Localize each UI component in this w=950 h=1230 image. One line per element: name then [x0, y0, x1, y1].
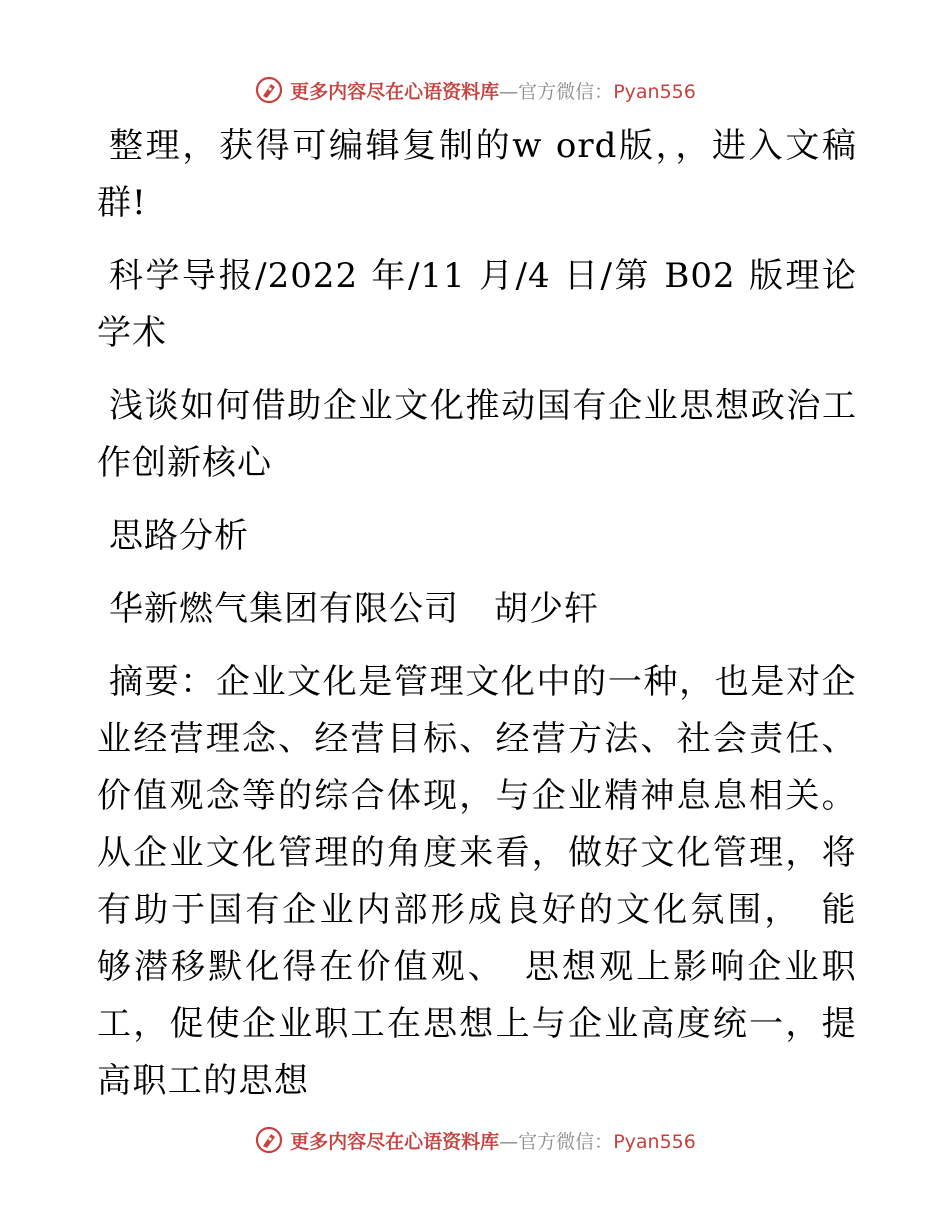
watermark-separator: — [499, 80, 519, 103]
document-body [97, 118, 857, 1126]
intro-paragraph: 整理，获得可编辑复制的w ord版，，进入文稿群! [97, 126, 857, 223]
watermark-wechat-label: 官方微信： [518, 1130, 614, 1153]
article-title: 浅谈如何借助企业文化推动国有企业思想政治工作创新核心 [97, 386, 857, 483]
watermark-wechat-label: 官方微信： [518, 80, 614, 103]
author-line: 华新燃气集团有限公司 胡少轩 [109, 589, 599, 629]
watermark-site: 更多内容尽在心语资料库 [290, 80, 500, 103]
article-subtitle: 思路分析 [109, 516, 249, 556]
watermark-text [290, 1127, 696, 1154]
header-watermark [0, 70, 950, 110]
watermark-wechat-id: Pyan556 [613, 80, 696, 103]
footer-watermark [0, 1120, 950, 1160]
watermark-separator: — [499, 1130, 519, 1153]
pen-nib-logo-icon [254, 75, 284, 105]
pen-nib-logo-icon [254, 1125, 284, 1155]
abstract-paragraph: 摘要：企业文化是管理文化中的一种，也是对企业经营理念、经营目标、经营方法、社会责任、价值观念等的综合体现，与企业精神息息相关。从企业文化管理的角度来看，做好文化管理，将有助于国有企业内部形成良好的文化氛围， 能够潜移默化得在价值观、 思想观上影响企业职工，促使企业职工在思想上与企业高度统一，提高职工的思想 [97, 662, 857, 1101]
watermark-text [290, 77, 696, 104]
source-line: 科学导报/2022 年/11 月/4 日/第 B02 版理论学术 [97, 256, 857, 353]
watermark-site: 更多内容尽在心语资料库 [290, 1130, 500, 1153]
watermark-wechat-id: Pyan556 [613, 1130, 696, 1153]
